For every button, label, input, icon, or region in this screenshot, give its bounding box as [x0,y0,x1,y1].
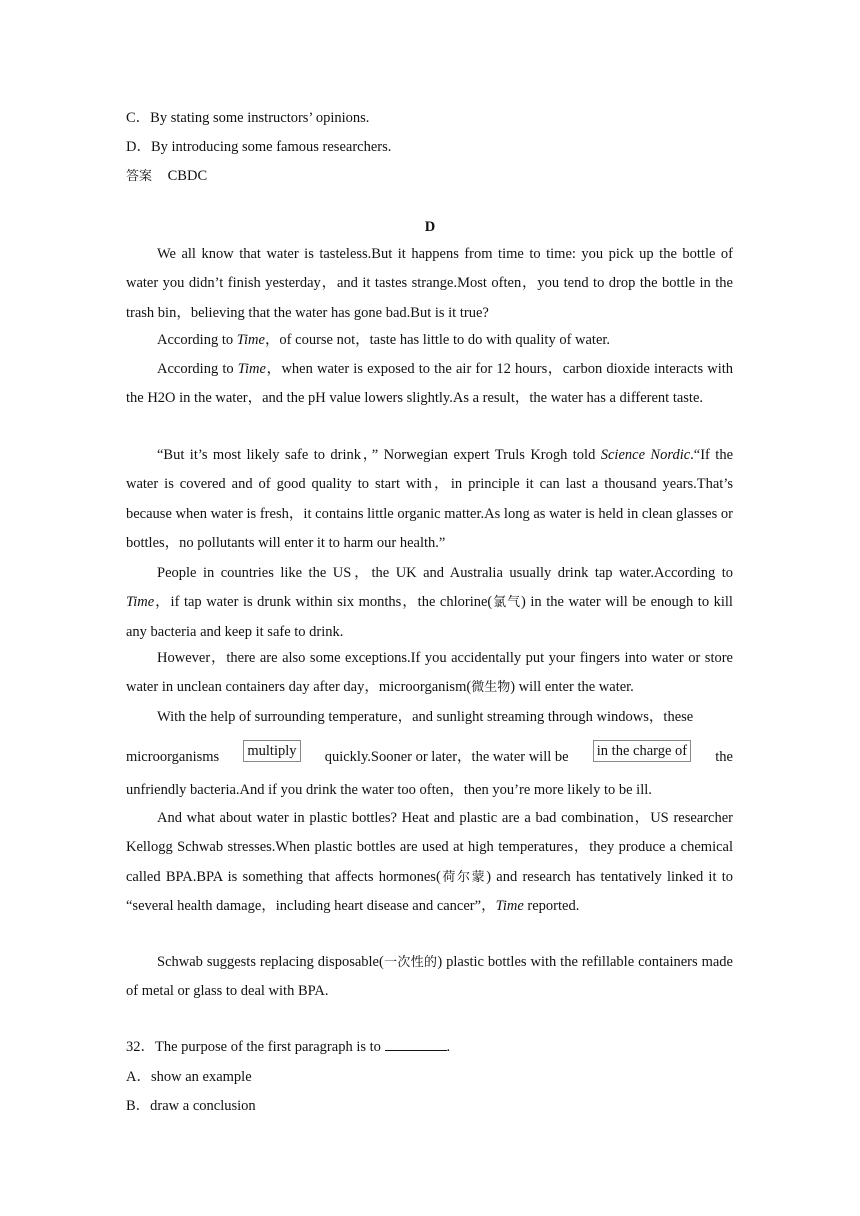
paragraph-3: According to Time，when water is exposed to the air for 12 hours，carbon dioxide interacts with the H2O in the water，and the pH value lowers slightly.As a result，the water has a different taste. [126,361,733,407]
option-d-prev: D．By introducing some famous researchers. [126,139,392,155]
answer-line [126,165,207,185]
option-b[interactable]: B．draw a conclusion [126,1098,256,1114]
option-a[interactable]: A．show an example [126,1069,252,1085]
answer-value: CBDC [167,168,208,184]
paragraph-4: “But it’s most likely safe to drink，” Norwegian expert Truls Krogh told Science Nordic.“If the water is covered and of good quality to start with，in principle it can last a thousand years.That’s because when water is fresh，it contains little organic matter.As long as water is held in clean glasses or bottles，no pollutants will enter it to harm our health.” [126,447,734,552]
answer-blank[interactable] [385,1036,447,1051]
answer-box-multiply: multiply [243,740,300,762]
section-heading: D [424,219,436,235]
option-c-prev: C．By stating some instructors’ opinions. [126,110,370,126]
answer-box-in-the-charge-of: in the charge of [593,740,691,762]
source-time: Time [495,898,524,915]
paragraph-8: And what about water in plastic bottles? Heat and plastic are a bad combination，US researcher Kellogg Schwab stresses.When plastic bottles are used at high temperatures，they produce a chemical called BPA.BPA is something that affects hormones(荷尔蒙) and research has tentatively linked it to “several health damage，including heart disease and cancer”，Time reported. [126,810,733,915]
answer-label: 答案 [126,169,153,184]
paragraph-6: However，there are also some exceptions.If you accidentally put your fingers into water or store water in unclean containers day after day，microorganism(微生物) will enter the water. [126,650,733,696]
source-time: Time [237,361,266,377]
source-time: Time [126,594,155,611]
question-32-stem: 32．The purpose of the first paragraph is to . [126,1035,450,1056]
source-time: Time [236,332,265,348]
source-science-nordic: Science Nordic [600,447,691,463]
paragraph-7-line2: microorganisms multiply quickly.Sooner or later，the water will be in the charge of the [126,745,733,768]
paragraph-5: People in countries like the US，the UK and Australia usually drink tap water.According to Time，if tap water is drunk within six months，the chlorine(氯气) in the water will be enough to kill any bacteria and keep it safe to drink. [126,565,733,640]
paragraph-2: According to Time，of course not，taste has little to do with quality of water. [157,332,611,348]
paragraph-1: We all know that water is tasteless.But it happens from time to time: you pick up the bottle of water you didn’t finish yesterday，and it tastes strange.Most often，you tend to drop the bottle in the trash bin，believing that the water has gone bad.But is it true? [126,246,733,321]
paragraph-7-line1: With the help of surrounding temperature，and sunlight streaming through windows，these [157,709,694,725]
paragraph-7-line3: unfriendly bacteria.And if you drink the water too often，then you’re more likely to be ill. [126,782,652,798]
paragraph-9: Schwab suggests replacing disposable(一次性的) plastic bottles with the refillable containers made of metal or glass to deal with BPA. [126,954,733,1000]
